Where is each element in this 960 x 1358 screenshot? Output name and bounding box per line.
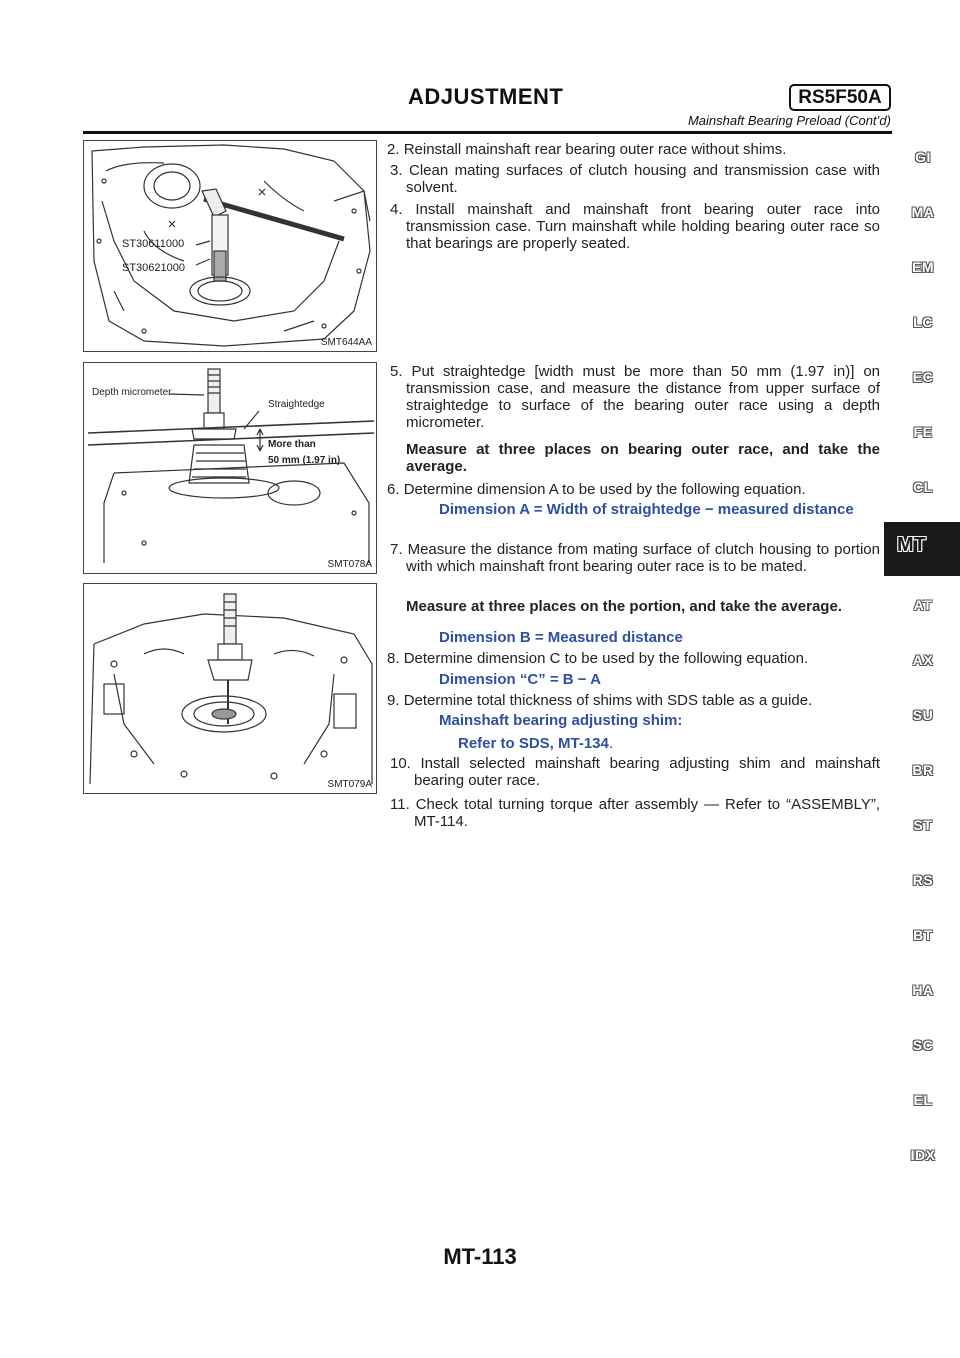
more-than-label: More than	[268, 439, 316, 450]
step-2	[387, 141, 880, 158]
model-badge: RS5F50A	[789, 84, 891, 111]
page-number: MT-113	[443, 1244, 517, 1269]
dimension-b-equation: Dimension B = Measured distance	[439, 629, 683, 646]
step-number: 8.	[387, 650, 400, 667]
clutch-housing-drawing	[84, 584, 377, 794]
step-10	[387, 755, 880, 789]
step-text: Install mainshaft and mainshaft front bearing outer race into transmission case. Turn mainshaft while holding bearing outer race so that bearings are properly seated.	[406, 201, 880, 252]
step-7	[387, 541, 880, 575]
sds-link[interactable]: Refer to SDS, MT-134	[458, 735, 609, 752]
sds-reference	[387, 735, 880, 752]
dimension-a-equation: Dimension A = Width of straightedge − measured distance	[439, 501, 854, 518]
side-tab-ax[interactable]: AX	[912, 652, 934, 668]
side-tab-su[interactable]: SU	[912, 707, 934, 723]
step-8	[387, 650, 880, 667]
side-tab-idx[interactable]: IDX	[910, 1147, 936, 1163]
step-number: 3.	[390, 162, 403, 179]
section-subtitle: Mainshaft Bearing Preload (Cont’d)	[687, 113, 891, 128]
step-number: 11.	[390, 796, 410, 813]
step-6	[387, 481, 880, 498]
figure-smt079a	[83, 583, 377, 794]
side-tab-ec[interactable]: EC	[912, 369, 934, 385]
dimension-c-equation: Dimension “C” = B − A	[439, 671, 601, 688]
side-tab-br[interactable]: BR	[912, 762, 934, 778]
step-number: 10.	[390, 755, 411, 772]
step-text: Determine dimension C to be used by the following equation.	[403, 650, 809, 667]
step-text: Check total turning torque after assembly — Refer to “ASSEMBLY”, MT-114.	[414, 796, 880, 830]
step-number: 7.	[390, 541, 403, 558]
sds-reference-period: .	[608, 735, 614, 752]
side-tab-bt[interactable]: BT	[913, 927, 933, 943]
step-text: Put straightedge [width must be more than 50 mm (1.97 in)] on transmission case, and measure the distance from upper surface of straightedge to surface of the bearing outer race using a depth micrometer.	[406, 363, 881, 431]
step-4	[387, 201, 880, 252]
figure-caption: SMT079A	[327, 779, 372, 790]
step-text: Reinstall mainshaft rear bearing outer race without shims.	[403, 141, 787, 158]
tool-label-1: ST30611000	[122, 238, 185, 250]
side-tab-sc[interactable]: SC	[912, 1037, 934, 1053]
side-tab-at[interactable]: AT	[913, 597, 933, 613]
figure-caption: SMT644AA	[320, 337, 372, 348]
step-number: 5.	[390, 363, 403, 380]
side-tab-mt[interactable]	[884, 522, 960, 576]
step-5-note: Measure at three places on bearing outer race, and take the average.	[406, 441, 880, 475]
side-tab-ha[interactable]: HA	[912, 982, 934, 998]
step-number: 2.	[387, 141, 400, 158]
tool-label-2: ST30621000	[122, 262, 185, 274]
step-11	[387, 796, 880, 830]
side-tab-rs[interactable]: RS	[912, 872, 934, 888]
side-tab-cl[interactable]: CL	[913, 479, 933, 495]
dimension-label: 50 mm (1.97 in)	[268, 455, 341, 466]
side-tab-lc[interactable]: LC	[913, 314, 933, 330]
step-text: Measure the distance from mating surface of clutch housing to portion with which mainshaft front bearing outer race is to be mated.	[406, 541, 880, 575]
side-tab-st[interactable]: ST	[913, 817, 933, 833]
figure-smt644aa	[83, 140, 377, 352]
step-3	[387, 162, 880, 196]
transmission-case-drawing	[84, 141, 377, 352]
step-text: Clean mating surfaces of clutch housing and transmission case with solvent.	[406, 162, 880, 196]
step-9	[387, 692, 880, 709]
depth-micrometer-drawing	[84, 363, 377, 574]
step-5	[387, 363, 880, 431]
step-number: 4.	[390, 201, 403, 218]
step-text: Determine dimension A to be used by the following equation.	[403, 481, 806, 498]
step-text: Determine total thickness of shims with SDS table as a guide.	[403, 692, 813, 709]
step-number: 6.	[387, 481, 400, 498]
depth-micrometer-label: Depth micrometer	[92, 387, 172, 398]
shim-heading: Mainshaft bearing adjusting shim:	[439, 712, 683, 729]
side-tab-el[interactable]: EL	[913, 1092, 933, 1108]
side-tab-em[interactable]: EM	[912, 259, 934, 275]
step-text: Install selected mainshaft bearing adjusting shim and mainshaft bearing outer race.	[414, 755, 880, 789]
section-title: ADJUSTMENT	[408, 84, 564, 109]
side-tab-mt-label: MT	[897, 534, 926, 556]
side-tab-gi[interactable]: GI	[915, 149, 931, 165]
step-7-note: Measure at three places on the portion, and take the average.	[406, 598, 842, 615]
side-tab-fe[interactable]: FE	[913, 424, 933, 440]
header-rule	[83, 131, 892, 134]
straightedge-label: Straightedge	[268, 399, 325, 410]
figure-smt078a	[83, 362, 377, 574]
figure-caption: SMT078A	[327, 559, 372, 570]
step-number: 9.	[387, 692, 400, 709]
side-tab-ma[interactable]: MA	[911, 204, 935, 220]
